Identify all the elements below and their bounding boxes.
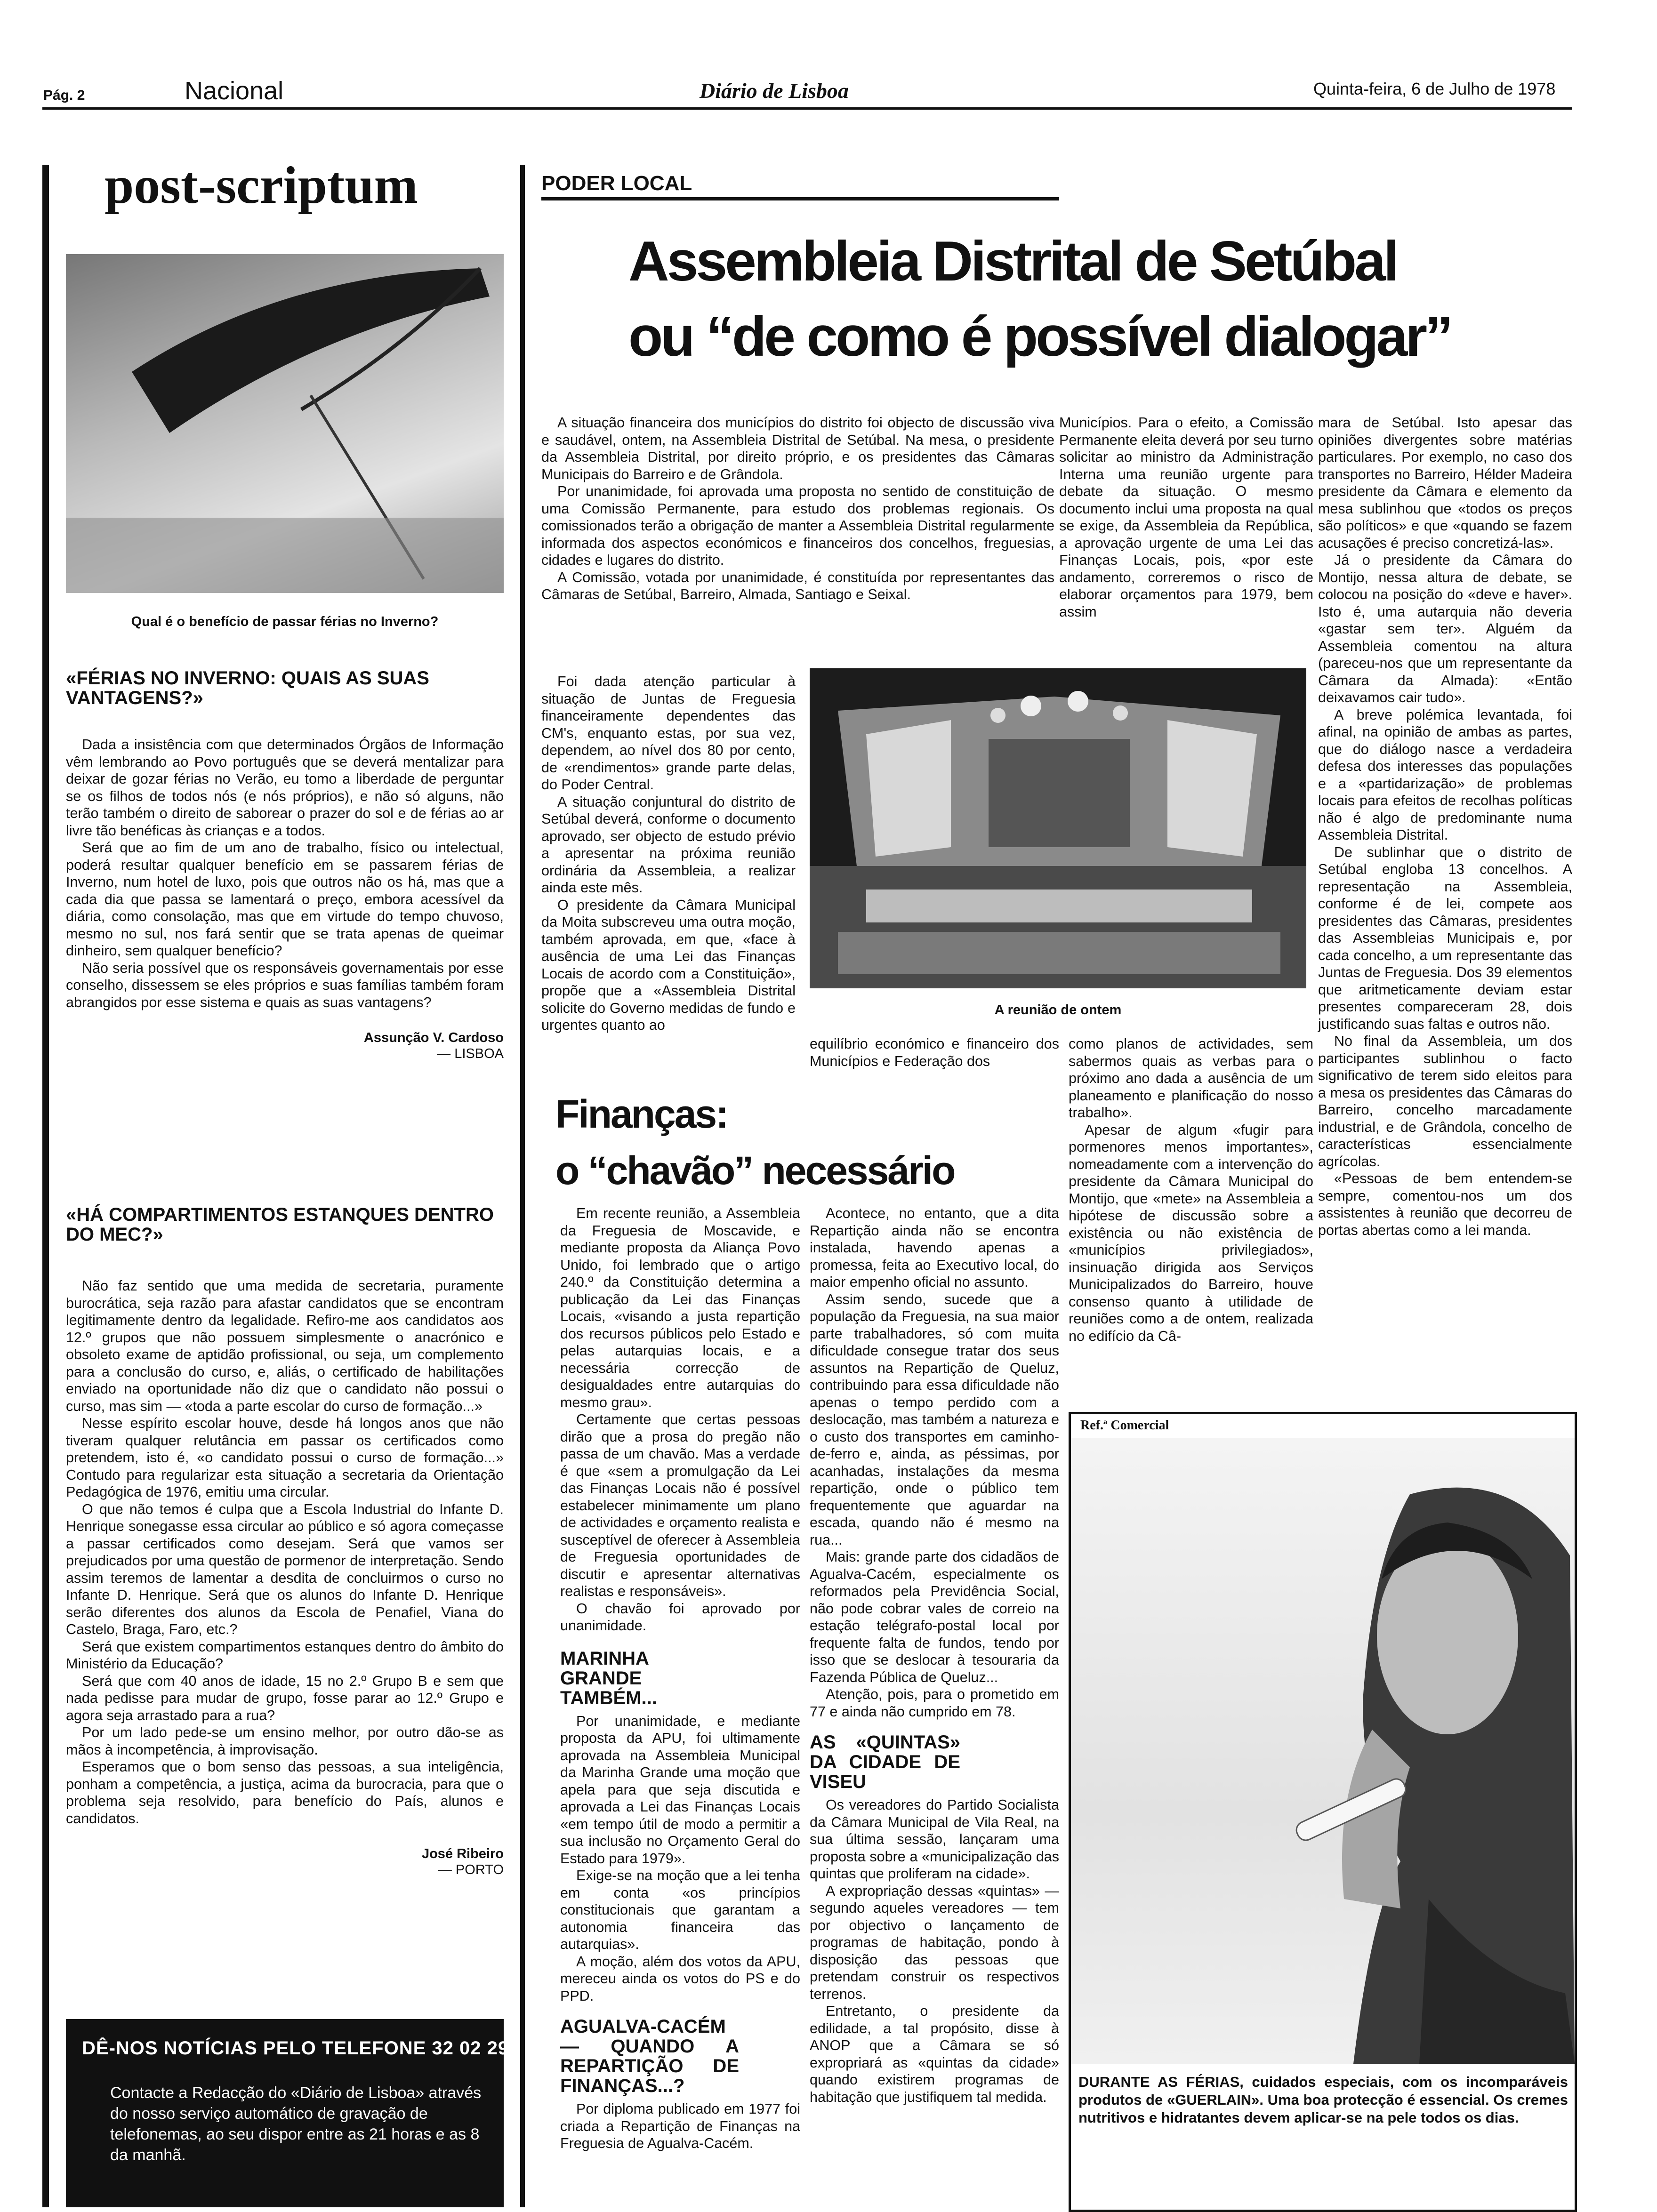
letter-signature <box>66 1030 504 1062</box>
beach-umbrella-illustration <box>66 254 504 593</box>
article-paragraph: Atenção, pois, para o prometido em 77 e ainda não cumprido em 78. <box>810 1686 1059 1720</box>
letter-paragraph: Nesse espírito escolar houve, desde há longos anos que não tiveram qualquer relutância em passar os certificados como pretendem, isto é, «o candidato possui o curso de formação...» Contudo para regularizar esta situação a secretaria da Orientação Pedagógica de 1976, emitiu uma circular. <box>66 1415 504 1500</box>
letter-ferias <box>66 668 504 1062</box>
article-paragraph: Municípios. Para o efeito, a Comissão Permanente eleita deverá por seu turno solicitar ao ministro da Administração Interna uma reunião urgente para debate da situação. O mesmo documento inclui uma proposta na qual se exige, da Assembleia da República, a aprovação urgente de uma Lei das Finanças Locais, pois, «por este andamento, correremos o risco de elaborar orçamentos para 1979, bem assim <box>1059 415 1313 620</box>
ad-ref-label: Ref.ª Comercial <box>1080 1418 1169 1433</box>
signature-place: — PORTO <box>438 1862 504 1877</box>
letter-paragraph: Não faz sentido que uma medida de secretaria, puramente burocrática, seja razão para afastar candidatos que se encontram legitimamente dentro da legalidade. Refiro-me aos candidatos aos 12.º grupos que não possuem simplesmente o anacrónico e obsoleto exame de aptidão profissional, ou seja, um complemento para a conclusão do curso, e, aliás, o certificado de habilitações enviado na oportunidade não diz que o candidato não possui o curso, mas sim — «toda a parte escolar do curso de formação...» <box>66 1278 504 1414</box>
article-paragraph: «Pessoas de bem entendem-se sempre, comentou-nos um dos assistentes à reunião que decorreu de portas abertas como a lei manda. <box>1318 1170 1572 1238</box>
promo-title: DÊ-NOS NOTÍCIAS PELO TELEFONE 32 02 29 <box>82 2038 509 2059</box>
assembly-hall-illustration <box>810 668 1306 988</box>
issue-date: Quinta-feira, 6 de Julho de 1978 <box>1313 79 1556 98</box>
masthead-rule <box>42 107 1572 110</box>
letter-paragraph: Dada a insistência com que determinados Órgãos de Informação vêm lembrando ao Povo português que se deverá mentalizar para deixar de gozar férias no Verão, eu tomo a liberdade de perguntar se os filhos de todos nós (e nós próprios), e não só alguns, não terão também o direito de saborear o prazer do sol e de férias ao ar livre tão benéficas às crianças e a todos. <box>66 737 504 839</box>
under-photo-left <box>810 1035 1059 1070</box>
ad-caption: DURANTE AS FÉRIAS, cuidados especiais, com os incomparáveis produtos de «GUERLAIN». Uma boa protecção é essencial. Os cremes nutritivos e hidratantes devem aplicar-se na pele todos os dias. <box>1078 2074 1568 2126</box>
article-paragraph: Exige-se na moção que a lei tenha em conta «os princípios constitucionais que garantam a autonomia financeira das autarquias». <box>560 1867 800 1952</box>
article-paragraph: De sublinhar que o distrito de Setúbal engloba 13 concelhos. A representação na Assembleia, conforme é de lei, compete aos presidentes das Câmaras, presidentes das Assembleias Municipais e, por cada concelho, a um representante das Juntas de Freguesia. Dos 39 elementos que aritmeticamente deviam estar presentes compareceram 28, dois justificando suas faltas e outros não. <box>1318 844 1572 1032</box>
article-paragraph: A moção, além dos votos da APU, mereceu ainda os votos do PS e do PPD. <box>560 1953 800 2004</box>
article-paragraph: O presidente da Câmara Municipal da Moita subscreveu uma outra moção, também aprovada, em que, «face à ausência de uma Lei das Finanças Locais de acordo com a Constituição», propõe que a «Assembleia Distrital solicite do Governo medidas de fundo e urgentes quanto ao <box>541 897 796 1033</box>
article-paragraph: A situação conjuntural do distrito de Setúbal deverá, conforme o documento aprovado, ser objecto de estudo prévio a apresentar na próxima reunião ordinária da Assembleia, a realizar ainda este mês. <box>541 793 796 896</box>
article-left-rule <box>520 165 525 2207</box>
section-kicker: PODER LOCAL <box>541 172 1059 200</box>
letter-signature <box>66 1846 504 1878</box>
article-paragraph: Foi dada atenção particular à situação de Juntas de Freguesia financeiramente dependentes das CM's, enquanto estas, por sua vez, dependem, ao nível dos 80 por cento, de «rendimentos» grande parte delas, do Poder Central. <box>541 673 796 793</box>
letter-mec-heading: «HÁ COMPARTIMENTOS ESTANQUES DENTRO DO MEC?» <box>66 1204 494 1245</box>
financas-column-2 <box>810 1205 1059 2106</box>
article-paragraph: Assim sendo, sucede que a população da Freguesia, na sua maior parte trabalhadores, só com muita dificuldade consegue tratar dos seus assuntos na Repartição de Queluz, contribuindo para essa dificuldade não apenas o tempo perdido com a deslocação, mas também a natureza e o custo dos transportes em caminho-de-ferro e, ainda, as péssimas, por acanhadas, instalações da mesma repartição, onde o público tem frequentemente que aguardar na escada, quando não é mesmo na rua... <box>810 1291 1059 1548</box>
article-paragraph: A breve polémica levantada, foi afinal, na opinião de ambas as partes, que do diálogo nasce a verdadeira defesa dos interesses das populações e a «partidarização» de problemas locais para efeitos de recolhas políticas não é algo de predominante numa Assembleia Distrital. <box>1318 706 1572 843</box>
postscriptum-title: post-scriptum <box>105 156 418 215</box>
section-name: Nacional <box>185 77 284 105</box>
financas-headline-1: Finanças: <box>555 1092 728 1136</box>
article-paragraph: Mais: grande parte dos cidadãos de Agualva-Cacém, especialmente os reformados pela Previdência Social, não pode cobrar vales de correio na estação telégrafo-postal local por frequente falta de fundos, tendo por isso que se deslocar à tesouraria da Fazenda Pública de Queluz... <box>810 1549 1059 1685</box>
headline-line-1: Assembleia Distrital de Setúbal <box>628 230 1397 293</box>
under-photo-right <box>1069 1035 1313 1345</box>
signature-name: Assunção V. Cardoso <box>363 1030 504 1045</box>
article-column-3 <box>1318 414 1572 1239</box>
article-paragraph: Por unanimidade, e mediante proposta da APU, foi ultimamente aprovada na Assembleia Municipal da Marinha Grande uma moção que apela para que seja discutida e aprovada a Lei das Finanças Locais «em tempo útil de modo a permitir a sua inclusão no Orçamento Geral do Estado para 1979». <box>560 1713 800 1867</box>
article-paragraph: Os vereadores do Partido Socialista da Câmara Municipal de Vila Real, na sua última sessão, lançaram uma proposta sobre a «municipalização das quintas que proliferam na cidade». <box>810 1797 1059 1882</box>
letter-paragraph: Não seria possível que os responsáveis governamentais por esse conselho, dissessem se eles próprios e suas famílias também foram abrangidos por esse sistema e quais as suas vantagens? <box>66 960 504 1010</box>
postscriptum-photo <box>66 254 504 593</box>
article-paragraph: como planos de actividades, sem sabermos quais as verbas para o próximo ano dada a ausência de um planeamento e planificação do nosso trabalho». <box>1069 1036 1313 1121</box>
letter-ferias-heading: «FÉRIAS NO INVERNO: QUAIS AS SUAS VANTAGENS?» <box>66 668 429 708</box>
woman-portrait-illustration <box>1071 1438 1575 2064</box>
article-paragraph: A situação financeira dos municípios do distrito foi objecto de discussão viva e saudável, ontem, na Assembleia Distrital de Setúbal. Na mesa, o presidente da Assembleia Distrital, por direito próprio, e os presidentes das Câmaras Municipais do Barreiro e de Grândola. <box>541 415 1054 482</box>
article-paragraph: equilíbrio económico e financeiro dos Municípios e Federação dos <box>810 1036 1059 1069</box>
article-paragraph: Por unanimidade, foi aprovada uma proposta no sentido de constituição de uma Comissão Permanente, para estudo dos problemas regionais. Os comissionados terão a obrigação de manter a Assembleia Distrital regularmente informada dos aspectos económicos e financeiros dos concelhos, freguesias, cidades e lugares do distrito. <box>541 483 1054 568</box>
letter-paragraph: Esperamos que o bom senso das pessoas, a sua inteligência, ponham a competência, a justiça, acima da burocracia, para que o problema seja resolvido, para benefício do País, alunos e candidatos. <box>66 1759 504 1827</box>
article-paragraph: Acontece, no entanto, que a dita Repartição ainda não se encontra instalada, havendo apenas a promessa, feita ao Executivo local, do maior empenho oficial no assunto. <box>810 1205 1059 1290</box>
meeting-photo-caption: A reunião de ontem <box>994 1002 1122 1018</box>
article-paragraph: Por diploma publicado em 1977 foi criada a Repartição de Finanças na Freguesia de Agualva-Cacém. <box>560 2101 800 2151</box>
article-paragraph: No final da Assembleia, um dos participantes sublinhou o facto significativo de terem sido eleitos para a mesa os presidentes das Câmaras do Barreiro, concelho marcadamente industrial, e de Grândola, concelho de características essencialmente agrícolas. <box>1318 1033 1572 1170</box>
financas-headline-2: o “chavão” necessário <box>555 1148 955 1193</box>
article-paragraph: mara de Setúbal. Isto apesar das opiniões divergentes sobre matérias particulares. Por exemplo, no caso dos transportes no Barreiro, Hélder Madeira presidente da Câmara e elemento da mesa sublinhou que «todos os preços são políticos» e que «quando se fazem acusações é preciso concretizá-las». <box>1318 415 1572 551</box>
subhead-viseu: AS «QUINTAS» DA CIDADE DE VISEU <box>810 1732 960 1792</box>
article-paragraph: Entretanto, o presidente da edilidade, a tal propósito, disse à ANOP que a Câmara se só expropriará as «quintas da cidade» quando existirem programas de habitação que justifiquem tal medida. <box>810 2003 1059 2105</box>
postscriptum-photo-caption: Qual é o benefício de passar férias no Inverno? <box>131 614 439 629</box>
letter-paragraph: Será que existem compartimentos estanques dentro do âmbito do Ministério da Educação? <box>66 1638 504 1672</box>
letter-paragraph: O que não temos é culpa que a Escola Industrial do Infante D. Henrique sonegasse essa circular ao público e só agora começasse a passar certificados como desejam. Será que vamos ser prejudicados por uma questão de pormenor de interpretação. Sendo assim teremos de lamentar a desdita de concluirmos o curso no Infante D. Henrique. Será que os alunos do Infante D. Henrique serão diferentes dos alunos da Escola de Penafiel, Viana do Castelo, Braga, Faro, etc.? <box>66 1501 504 1637</box>
letter-paragraph: Será que com 40 anos de idade, 15 no 2.º Grupo B e sem que nada pedisse para mudar de grupo, fosse parar ao 12.º Grupo e agora seja arrastado para a rua? <box>66 1673 504 1723</box>
signature-place: — LISBOA <box>437 1046 504 1061</box>
ad-photo <box>1071 1438 1575 2064</box>
headline-line-2: ou “de como é possível dialogar” <box>628 305 1451 368</box>
article-juntas <box>541 673 796 1034</box>
subhead-marinha: MARINHA GRANDE TAMBÉM... <box>560 1648 657 1708</box>
article-paragraph: O chavão foi aprovado por unanimidade. <box>560 1600 800 1634</box>
page-number: Pág. 2 <box>43 88 85 103</box>
article-paragraph: A expropriação dessas «quintas» — segundo aqueles vereadores — tem por objectivo o lançamento de programas de habitação, pondo à disposição das pessoas que pretendam construir os respectivos terrenos. <box>810 1883 1059 2002</box>
article-paragraph: Certamente que certas pessoas dirão que a prosa do pregão não passa de um chavão. Mas a verdade é que «sem a promulgação da Lei das Finanças Locais não é possível estabelecer minimamente um plano de actividades e orçamento realista e susceptível de oferecer à Assembleia de Freguesia oportunidades de discutir e apresentar alternativas realistas e responsáveis». <box>560 1411 800 1599</box>
article-paragraph: Em recente reunião, a Assembleia da Freguesia de Moscavide, e mediante proposta da Aliança Povo Unido, foi lembrado que o artigo 240.º da Constituição determina a publicação da Lei das Finanças Locais, «visando a justa repartição dos recursos públicos pelo Estado e pelas autarquias locais, e a necessária correcção de desigualdades entre autarquias do mesmo grau». <box>560 1205 800 1411</box>
letter-paragraph: Será que ao fim de um ano de trabalho, físico ou intelectual, poderá resultar qualquer benefício em se passarem férias de Inverno, num hotel de luxo, pois que outros não os há, mas que a cada dia que passa se lamentará o preço, embora acessível da diária, como consolação, mas que em virtude do tempo chuvoso, mesmo no sul, nos fará sentir que se trata apenas de queimar dinheiro, sem qualquer benefício? <box>66 840 504 959</box>
article-column-2 <box>1059 414 1313 620</box>
letter-paragraph: Por um lado pede-se um ensino melhor, por outro dão-se as mãos à incompetência, à improvisação. <box>66 1724 504 1758</box>
newspaper-name: Diário de Lisboa <box>700 79 849 103</box>
article-paragraph: Apesar de algum «fugir para pormenores menos importantes», nomeadamente com a intervenção do presidente da Câmara Municipal do Montijo, que «mete» na Assembleia a hipótese de discussão sobre a existência ou não existência de «municípios privilegiados», insinuação dirigida aos Serviços Municipalizados do Barreiro, houve consenso quanto à utilidade de reuniões como a de ontem, realizada no edifício da Câ- <box>1069 1122 1313 1344</box>
article-paragraph: A Comissão, votada por unanimidade, é constituída por representantes das Câmaras de Setúbal, Barreiro, Almada, Santiago e Seixal. <box>541 569 1054 602</box>
subhead-agualva: AGUALVA-CACÉM — QUANDO A REPARTIÇÃO DE FINANÇAS...? <box>560 2016 739 2096</box>
promo-text: Contacte a Redacção do «Diário de Lisboa» através do nosso serviço automático de gravação de telefonemas, ao seu dispor entre as 21 horas e as 8 da manhã. <box>110 2084 482 2164</box>
postscriptum-bar <box>42 165 49 2207</box>
article-intro <box>541 414 1054 603</box>
financas-column-1 <box>560 1205 800 2152</box>
letter-mec <box>66 1205 504 1878</box>
meeting-photo <box>810 668 1306 988</box>
guerlain-ad <box>1069 1412 1577 2212</box>
article-paragraph: Já o presidente da Câmara do Montijo, nessa altura de debate, se colocou na posição do «deve e haver». Isto é, uma autarquia não deveria «gastar sem ter». Alguém da Assembleia comentou na altura (pareceu-nos que um representante da Câmara da Almada): «Então deixavamos cair tudo». <box>1318 552 1572 705</box>
news-phone-promo <box>66 2019 509 2207</box>
signature-name: José Ribeiro <box>421 1846 504 1861</box>
